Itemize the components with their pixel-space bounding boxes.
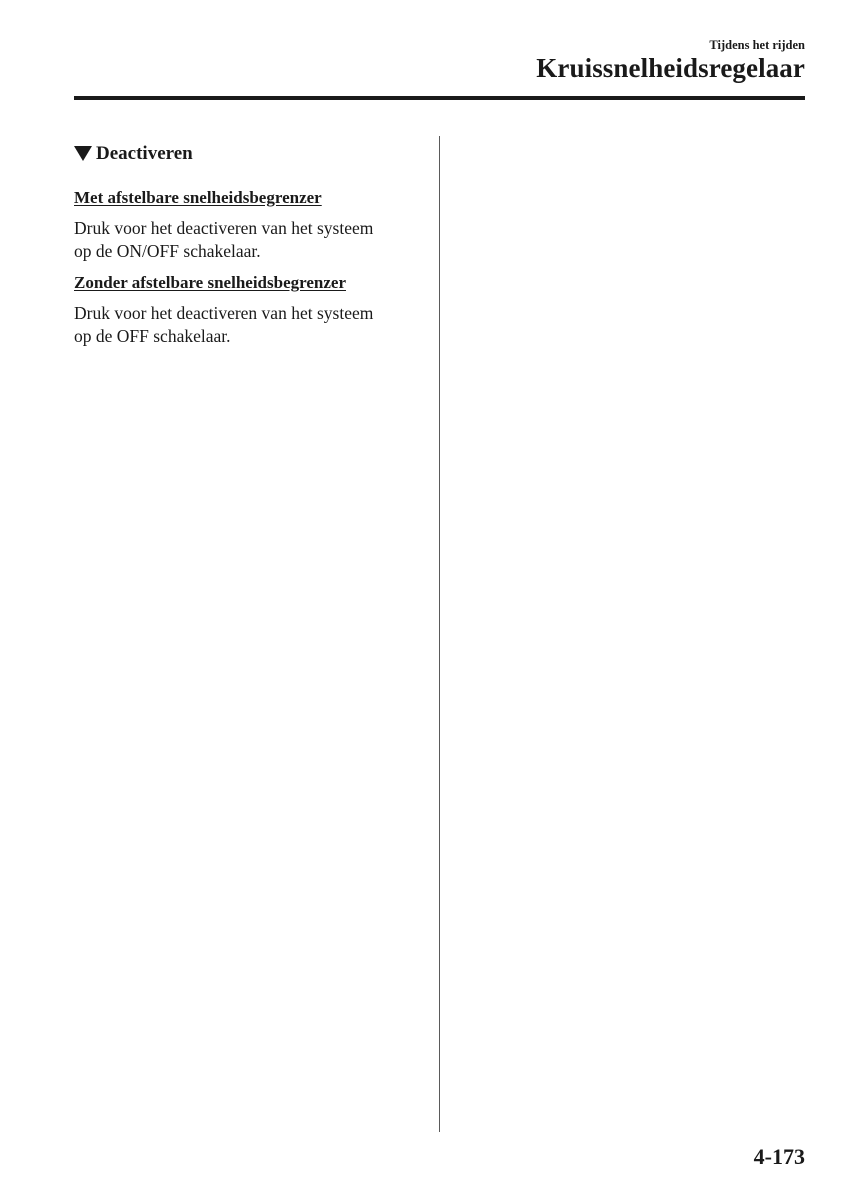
page-number: 4-173 <box>753 1144 805 1169</box>
section-heading <box>74 142 424 166</box>
subsection-title: Met afstelbare snelheidsbegrenzer <box>74 188 322 207</box>
header-divider <box>74 96 805 100</box>
page-title: Kruissnelheidsregelaar <box>536 53 805 83</box>
body-line: op de OFF schakelaar. <box>74 326 231 346</box>
column-divider <box>439 136 440 1132</box>
body-line: Druk voor het deactiveren van het systeem <box>74 218 374 238</box>
body-line: op de ON/OFF schakelaar. <box>74 241 261 261</box>
subsection-body <box>74 302 424 348</box>
chapter-label: Tijdens het rijden <box>709 38 805 52</box>
subsection-with-limiter <box>74 188 424 263</box>
body-line: Druk voor het deactiveren van het systeem <box>74 303 374 323</box>
subsection-without-limiter <box>74 273 424 348</box>
left-column <box>74 142 424 348</box>
subsection-title: Zonder afstelbare snelheidsbegrenzer <box>74 273 346 292</box>
section-heading-text: Deactiveren <box>96 143 193 164</box>
subsection-body <box>74 217 424 263</box>
triangle-down-icon <box>74 146 92 161</box>
